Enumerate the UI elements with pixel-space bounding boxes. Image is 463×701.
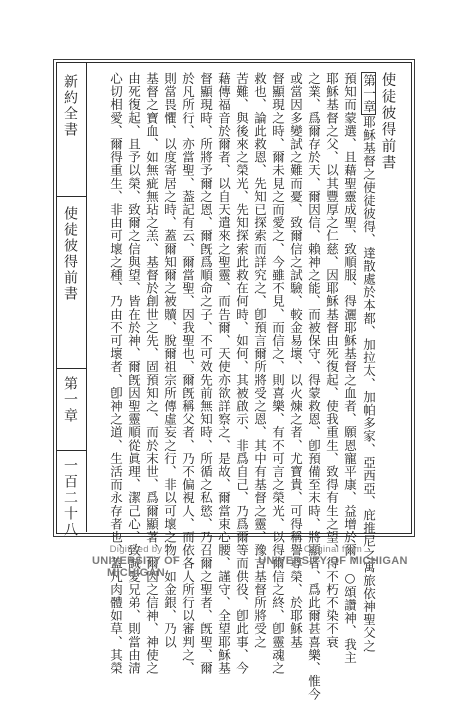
text-column: 耶穌基督之父、以其豐厚之仁慈、因耶穌基督由死復起、使我重生、致得有生之望、得不朽不染不衰: [324, 72, 340, 649]
text-column: 基督之寶血、如無疵無玷之羔、基督於創世之先、固預知之、而於末世、爲爾顯著、爾因之信神、神使之: [144, 72, 160, 675]
text-column: 之業、爲爾存於天、爾因信、賴神之能、而被保守、得蒙救恩、卽預備至末時、將顯者、爲此爾甚喜樂、惟今: [306, 72, 322, 701]
book-title: 新約全書: [62, 74, 78, 138]
text-column: 督顯現之時、爾未見之而愛之、今雖不見、而信之、則喜樂、有不可言之榮光、以得爾信之終、卽靈魂之: [270, 72, 286, 675]
digitized-by-label: Digitized by: [109, 544, 163, 555]
original-from-credit: [258, 544, 408, 567]
original-from-label: Original from: [303, 544, 363, 555]
chapter-label: 第一章: [62, 376, 78, 424]
page-heading: 使徒彼得前書: [379, 72, 396, 171]
text-column: 由死復起、且予以榮、致爾之信與望、皆在於神、爾旣因聖靈順從眞理、潔己心、致誠愛兄弟、則當由淸: [126, 72, 142, 675]
page-number: 一百二十八: [62, 458, 78, 538]
text-column: 苦難、與後來之榮光、先知探索此救在何時、如何、其被啟示、非爲自己、乃爲爾等而供役、卽此事、今: [234, 72, 250, 675]
text-column: 預知而蒙選、且藉聖靈成聖、致順服、得灑耶穌基督之血者、願恩寵平康、益增於爾、○頌讚神、我主: [342, 72, 358, 664]
text-column: 或當因多變試之難而憂、致爾信之試驗、較金易壞、以火煉之者、尤寶貴、可得稱譽尊榮、於耶穌基: [288, 72, 304, 649]
text-column: 督顯現時、所將予爾之恩、爾旣爲順命之子、不可效先前無知時、所循之私慾、乃召爾之聖者、旣聖、爾: [198, 72, 214, 675]
margin-divider: [56, 368, 86, 369]
digitized-by-credit: [66, 544, 206, 579]
running-title: 使徒彼得前書: [62, 206, 78, 302]
digitized-by-institution: UNIVERSITY OF MICHIGAN: [91, 555, 181, 579]
text-column: 則當畏懼、以度寄居之時、蓋爾知爾之被贖、脫爾祖宗所傳虛妄之行、非以可壞之物、如金銀、乃以: [162, 72, 178, 649]
text-column: 救也、論此救恩、先知已探索而詳究之、卽預言爾所將受之恩、其中有基督之靈、豫言基督所將受之: [252, 72, 268, 649]
original-from-institution: UNIVERSITY OF MICHIGAN: [258, 555, 408, 567]
text-column: 藉傳福音於爾者、以自天遣來之聖靈、而告爾、天使亦欲詳察之、是故、爾當束心腰、謹守、全望耶穌基: [216, 72, 232, 675]
text-column: 於凡所行、亦當聖、葢記有云、爾當聖、因我聖也、爾旣稱父者、乃不偏視人、而依各人所行以審判之、: [180, 72, 196, 675]
margin-divider: [56, 450, 86, 451]
section-marker: 第一章: [361, 74, 377, 114]
margin-divider: [56, 196, 86, 197]
text-column: 心切相愛、爾得重生、非由可壞之種、乃由不可壞者、卽神之道、生活而永存者也、蓋凡肉體如草、其榮: [108, 72, 124, 675]
text-column: 第一章耶穌基督之使徒彼得、達散處於本都、加拉太、加帕多家、亞西亞、庇推尼之寓旅依神聖父之: [361, 74, 377, 653]
